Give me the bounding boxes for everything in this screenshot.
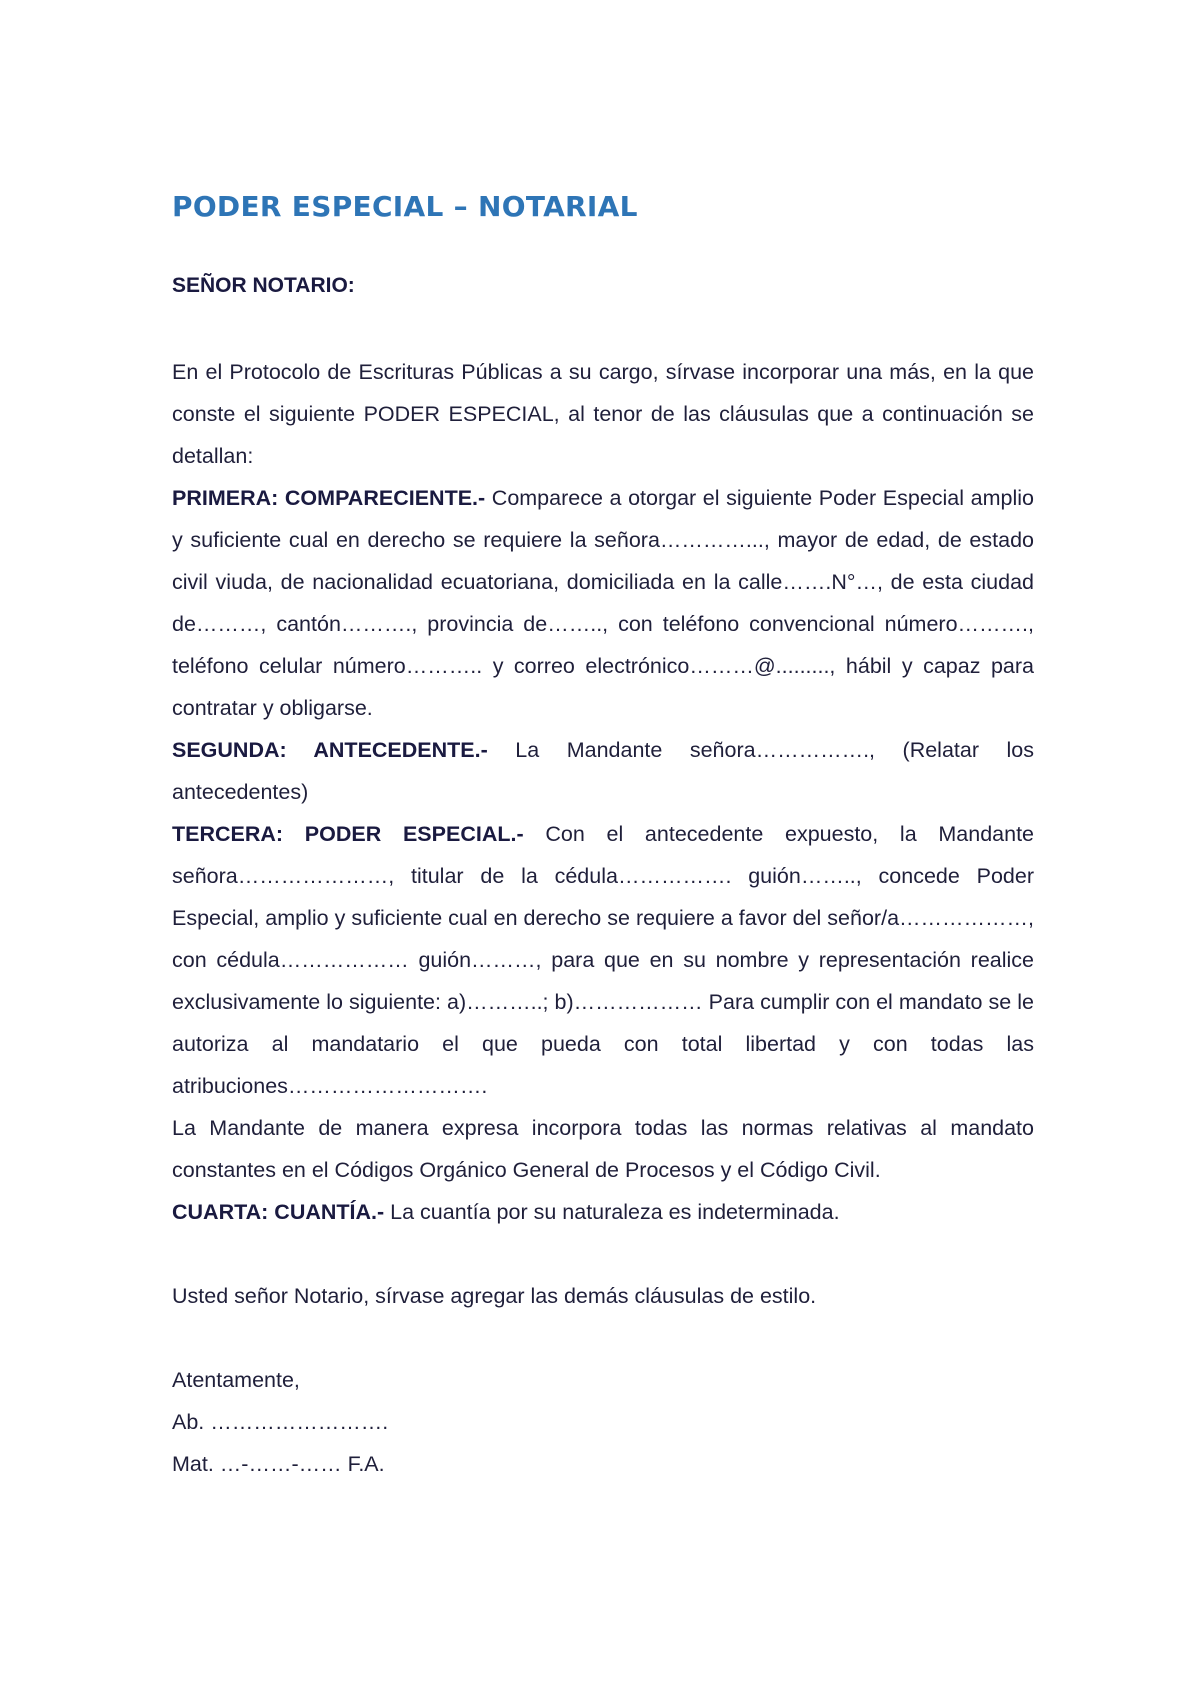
clause-heading: PRIMERA: COMPARECIENTE.- bbox=[172, 486, 486, 510]
spacer bbox=[172, 1233, 1034, 1275]
clause-mandato-note bbox=[172, 1107, 1034, 1191]
clause-heading: SEGUNDA: ANTECEDENTE.- bbox=[172, 738, 488, 762]
clause-primera bbox=[172, 477, 1034, 729]
clause-text: Comparece a otorgar el siguiente Poder Especial amplio y suficiente cual en derecho se requiere la señora…………..., mayor de edad, de estado civil viuda, de nacionalidad ecuatoriana, domiciliada en la calle…….N°…, de esta ciudad de………, cantón………., provincia de…….., con teléfono convencional número………., teléfono celular número……….. y correo electrónico………@........., hábil y capaz para contratar y obligarse. bbox=[172, 486, 1034, 720]
clause-heading: TERCERA: PODER ESPECIAL.- bbox=[172, 822, 524, 846]
intro-paragraph: En el Protocolo de Escrituras Públicas a su cargo, sírvase incorporar una más, en la que conste el siguiente PODER ESPECIAL, al tenor de las cláusulas que a continuación se detallan: bbox=[172, 360, 1034, 468]
clause-heading: CUARTA: CUANTÍA.- bbox=[172, 1200, 385, 1224]
spacer bbox=[172, 1317, 1034, 1359]
closing-request: Usted señor Notario, sírvase agregar las demás cláusulas de estilo. bbox=[172, 1284, 817, 1308]
clause-text: La Mandante de manera expresa incorpora todas las normas relativas al mandato constantes en el Códigos Orgánico General de Procesos y el Código Civil. bbox=[172, 1116, 1034, 1182]
clause-text: La Mandante señora……………., (Relatar los antecedentes) bbox=[172, 738, 1034, 804]
clause-cuarta bbox=[172, 1191, 1034, 1233]
registration-line: Mat. …-……-…… F.A. bbox=[172, 1452, 385, 1476]
signoff: Atentamente, bbox=[172, 1368, 300, 1392]
clause-tercera bbox=[172, 813, 1034, 1107]
document-title: PODER ESPECIAL – NOTARIAL bbox=[172, 190, 638, 223]
salutation: SEÑOR NOTARIO: bbox=[172, 274, 355, 297]
lawyer-signature-line: Ab. ……………………. bbox=[172, 1410, 389, 1434]
document-body bbox=[172, 351, 1034, 1485]
clause-text: La cuantía por su naturaleza es indeterminada. bbox=[384, 1200, 840, 1224]
clause-text: Con el antecedente expuesto, la Mandante señora…………………, titular de la cédula……………. guión…….., concede Poder Especial, amplio y suficiente cual en derecho se requiere a favor del señor/a………………, con cédula……………… guión………, para que en su nombre y representación realice exclusivamente lo siguiente: a)………..; b)……………… Para cumplir con el mandato se le autoriza al mandatario el que pueda con total libertad y con todas las atribuciones………………………. bbox=[172, 822, 1035, 1098]
clause-segunda bbox=[172, 729, 1034, 813]
